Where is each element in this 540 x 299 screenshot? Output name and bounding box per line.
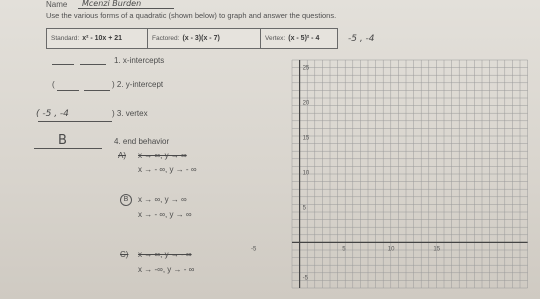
y-tick-label: 15: [302, 135, 310, 142]
student-name: Mcenzi Burden: [82, 0, 142, 8]
factored-form-equation: (x - 3)(x - 7): [182, 35, 220, 42]
choice-c-letter[interactable]: C): [120, 250, 129, 259]
q2-blank-2[interactable]: [84, 90, 110, 91]
choice-b-line2: x → - ∞, y → ∞: [138, 210, 192, 219]
x-tick-label: 15: [433, 246, 441, 253]
choice-a-letter[interactable]: A): [118, 151, 126, 160]
q2-open-paren: (: [52, 80, 55, 89]
factored-form-label: Factored:: [152, 35, 180, 42]
instructions: Use the various forms of a quadratic (shown below) to graph and answer the questions.: [46, 11, 337, 20]
scribble-vertex: -5 , -4: [348, 34, 375, 44]
vertex-form: [261, 29, 337, 48]
vertex-form-label: Vertex:: [265, 35, 286, 42]
choice-c-line1: x → ∞, y → - ∞: [138, 250, 192, 259]
choice-c-line2: x → -∞, y → - ∞: [138, 265, 195, 274]
q1-label: 1. x-intercepts: [114, 56, 165, 65]
name-label: Name: [46, 0, 68, 9]
q2-label: ) 2. y-intercept: [112, 80, 164, 89]
factored-form: [148, 29, 261, 48]
choice-a-line1: x → ∞, y → ∞: [138, 151, 187, 160]
quadratic-forms-box: [46, 28, 338, 49]
q3-blank[interactable]: [38, 121, 112, 122]
standard-form-label: Standard:: [51, 35, 80, 42]
q4-blank[interactable]: [34, 148, 102, 149]
x-tick-label: 10: [387, 246, 395, 253]
q1-blank-2[interactable]: [80, 64, 106, 65]
standard-form-equation: x² - 10x + 21: [82, 35, 123, 42]
q4-label: 4. end behavior: [114, 137, 170, 146]
q1-blank-1[interactable]: [52, 64, 74, 65]
choice-b-letter[interactable]: B: [120, 194, 132, 206]
q4-answer: B: [58, 133, 67, 148]
name-underline: [78, 8, 174, 9]
q2-blank-1[interactable]: [57, 90, 79, 91]
choice-a-line2: x → - ∞, y → - ∞: [138, 165, 197, 174]
y-tick-label: 10: [302, 170, 310, 177]
vertex-form-equation: (x - 5)² - 4: [288, 35, 320, 42]
x-tick-label: 5: [342, 246, 346, 253]
standard-form: [47, 29, 148, 48]
q3-label: ) 3. vertex: [112, 109, 148, 118]
y-tick-label: 25: [302, 65, 310, 72]
coordinate-grid[interactable]: [251, 52, 532, 284]
y-tick-label: 5: [302, 205, 306, 212]
y-tick-label: 20: [302, 100, 310, 107]
x-tick-label: -5: [251, 246, 257, 253]
choice-b-line1: x → ∞, y → ∞: [138, 195, 187, 204]
y-tick-label: -5: [302, 275, 308, 282]
q3-answer: ( -5 , -4: [36, 109, 69, 119]
